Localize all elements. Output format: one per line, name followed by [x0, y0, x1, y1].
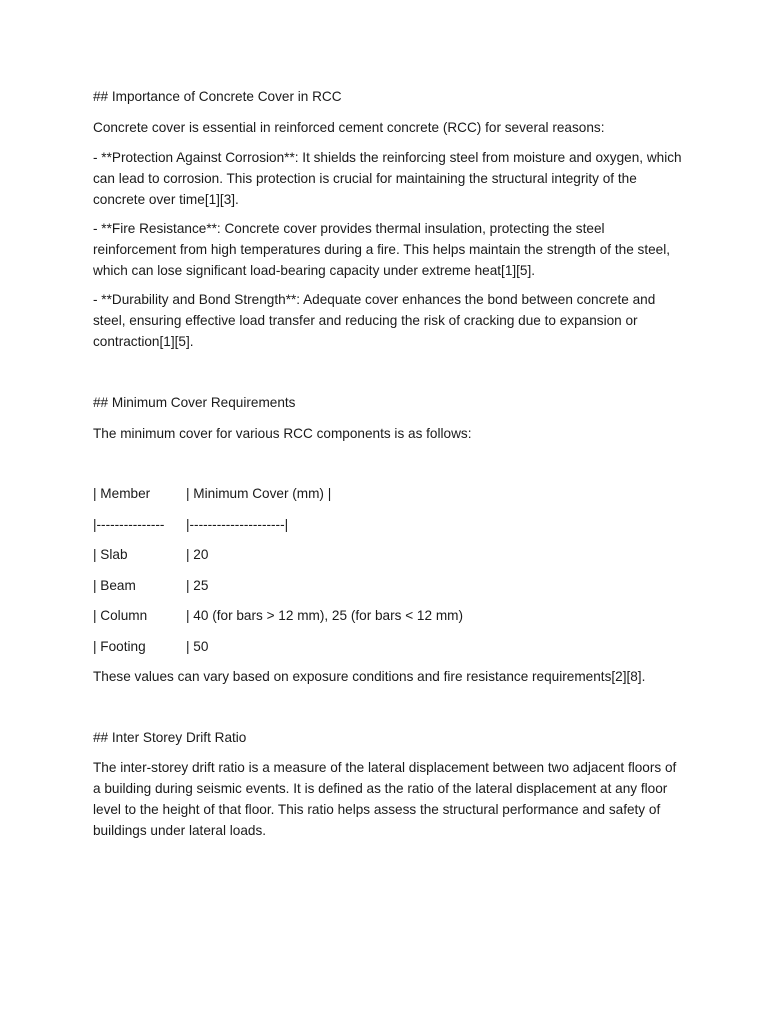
section-heading-concrete-cover: ## Importance of Concrete Cover in RCC	[93, 89, 342, 104]
bullet-durability: - **Durability and Bond Strength**: Adequate cover enhances the bond between concrete and steel, ensuring effective load transfer and reducing the risk of cracking due to expansion or contraction[1][5].	[93, 292, 656, 349]
paragraph-note: These values can vary based on exposure conditions and fire resistance requirements[2][8].	[93, 669, 646, 684]
table-cell: | 20	[186, 547, 209, 562]
table-cell: | 40 (for bars > 12 mm), 25 (for bars < 12 mm)	[186, 608, 464, 623]
table-cell: | 50	[186, 639, 209, 654]
paragraph-min-cover-intro: The minimum cover for various RCC components is as follows:	[93, 426, 472, 441]
section-heading-drift-ratio: ## Inter Storey Drift Ratio	[93, 730, 247, 745]
table-cell: |---------------------|	[186, 517, 289, 532]
paragraph-drift-ratio: The inter-storey drift ratio is a measure of the lateral displacement between two adjacent floors of a building during seismic events. It is defined as the ratio of the lateral displacement at any floor level to the height of that floor. This ratio helps assess the structural performance and safety of buildings under lateral loads.	[93, 760, 677, 838]
table-cell: | Slab	[93, 547, 128, 562]
table-cell: | Minimum Cover (mm) |	[186, 486, 332, 501]
bullet-fire-resistance: - **Fire Resistance**: Concrete cover provides thermal insulation, protecting the steel reinforcement from high temperatures during a fire. This helps maintain the strength of the steel, which can lose significant load-bearing capacity under extreme heat[1][5].	[93, 221, 671, 278]
bullet-corrosion: - **Protection Against Corrosion**: It shields the reinforcing steel from moisture and oxygen, which can lead to corrosion. This protection is crucial for maintaining the structural integrity of the concrete over time[1][3].	[93, 150, 682, 207]
table-cell: | Footing	[93, 639, 146, 654]
table-cell: | Member	[93, 486, 151, 501]
table-cell: |---------------	[93, 517, 165, 532]
paragraph-intro: Concrete cover is essential in reinforced cement concrete (RCC) for several reasons:	[93, 120, 605, 135]
section-heading-minimum-cover: ## Minimum Cover Requirements	[93, 395, 296, 410]
table-cell: | Beam	[93, 578, 136, 593]
table-cell: | Column	[93, 608, 148, 623]
table-cell: | 25	[186, 578, 209, 593]
